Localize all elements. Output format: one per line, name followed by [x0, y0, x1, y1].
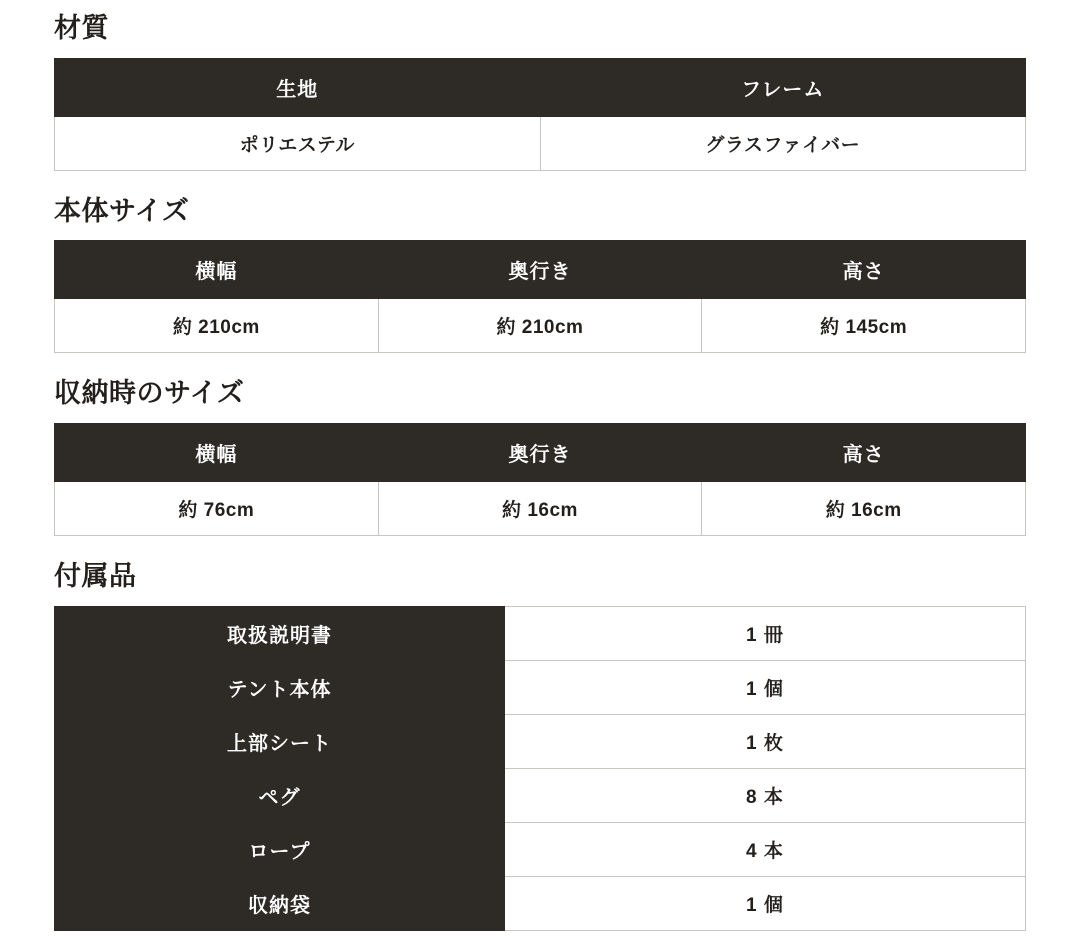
accessory-quantity: 1 冊: [504, 606, 1025, 660]
table-row: [55, 116, 1026, 170]
table-header-row: [55, 58, 1026, 116]
accessory-name: ペグ: [55, 768, 505, 822]
section-material: [54, 14, 1026, 171]
body-size-table: [54, 240, 1026, 353]
accessory-name: 取扱説明書: [55, 606, 505, 660]
table-cell: 約 210cm: [378, 299, 702, 353]
material-table: [54, 58, 1026, 171]
accessory-name: 収納袋: [55, 876, 505, 930]
table-header-cell: 高さ: [702, 424, 1026, 482]
table-row: [55, 482, 1026, 536]
table-cell: ポリエステル: [55, 116, 541, 170]
table-row: [55, 606, 1026, 660]
folded-size-table: [54, 423, 1026, 536]
section-body-size: [54, 197, 1026, 354]
section-title-accessories: 付属品: [54, 561, 137, 592]
table-header-cell: 横幅: [55, 241, 379, 299]
table-row: [55, 660, 1026, 714]
accessory-name: 上部シート: [55, 714, 505, 768]
table-header-cell: 生地: [55, 58, 541, 116]
table-header-cell: 高さ: [702, 241, 1026, 299]
table-row: [55, 299, 1026, 353]
section-title-material: 材質: [54, 13, 109, 43]
spec-sheet: [0, 14, 1080, 940]
table-cell: 約 145cm: [702, 299, 1026, 353]
table-cell: グラスファイバー: [540, 116, 1026, 170]
table-header-cell: 横幅: [55, 424, 379, 482]
table-header-cell: 奥行き: [378, 424, 702, 482]
table-header-cell: 奥行き: [378, 241, 702, 299]
section-accessories: [54, 562, 1026, 931]
table-row: [55, 876, 1026, 930]
accessory-quantity: 8 本: [504, 768, 1025, 822]
section-title-folded-size: 収納時のサイズ: [54, 378, 245, 409]
table-cell: 約 76cm: [55, 482, 379, 536]
table-cell: 約 16cm: [378, 482, 702, 536]
accessory-quantity: 1 個: [504, 876, 1025, 930]
accessory-name: テント本体: [55, 660, 505, 714]
table-row: [55, 822, 1026, 876]
accessory-quantity: 1 個: [504, 660, 1025, 714]
table-row: [55, 714, 1026, 768]
section-folded-size: [54, 379, 1026, 536]
accessory-quantity: 1 枚: [504, 714, 1025, 768]
accessory-name: ロープ: [55, 822, 505, 876]
section-title-body-size: 本体サイズ: [54, 195, 190, 226]
table-header-row: [55, 241, 1026, 299]
table-cell: 約 16cm: [702, 482, 1026, 536]
table-cell: 約 210cm: [55, 299, 379, 353]
accessory-quantity: 4 本: [504, 822, 1025, 876]
table-header-row: [55, 424, 1026, 482]
accessories-table: [54, 606, 1026, 931]
table-row: [55, 768, 1026, 822]
table-header-cell: フレーム: [540, 58, 1026, 116]
